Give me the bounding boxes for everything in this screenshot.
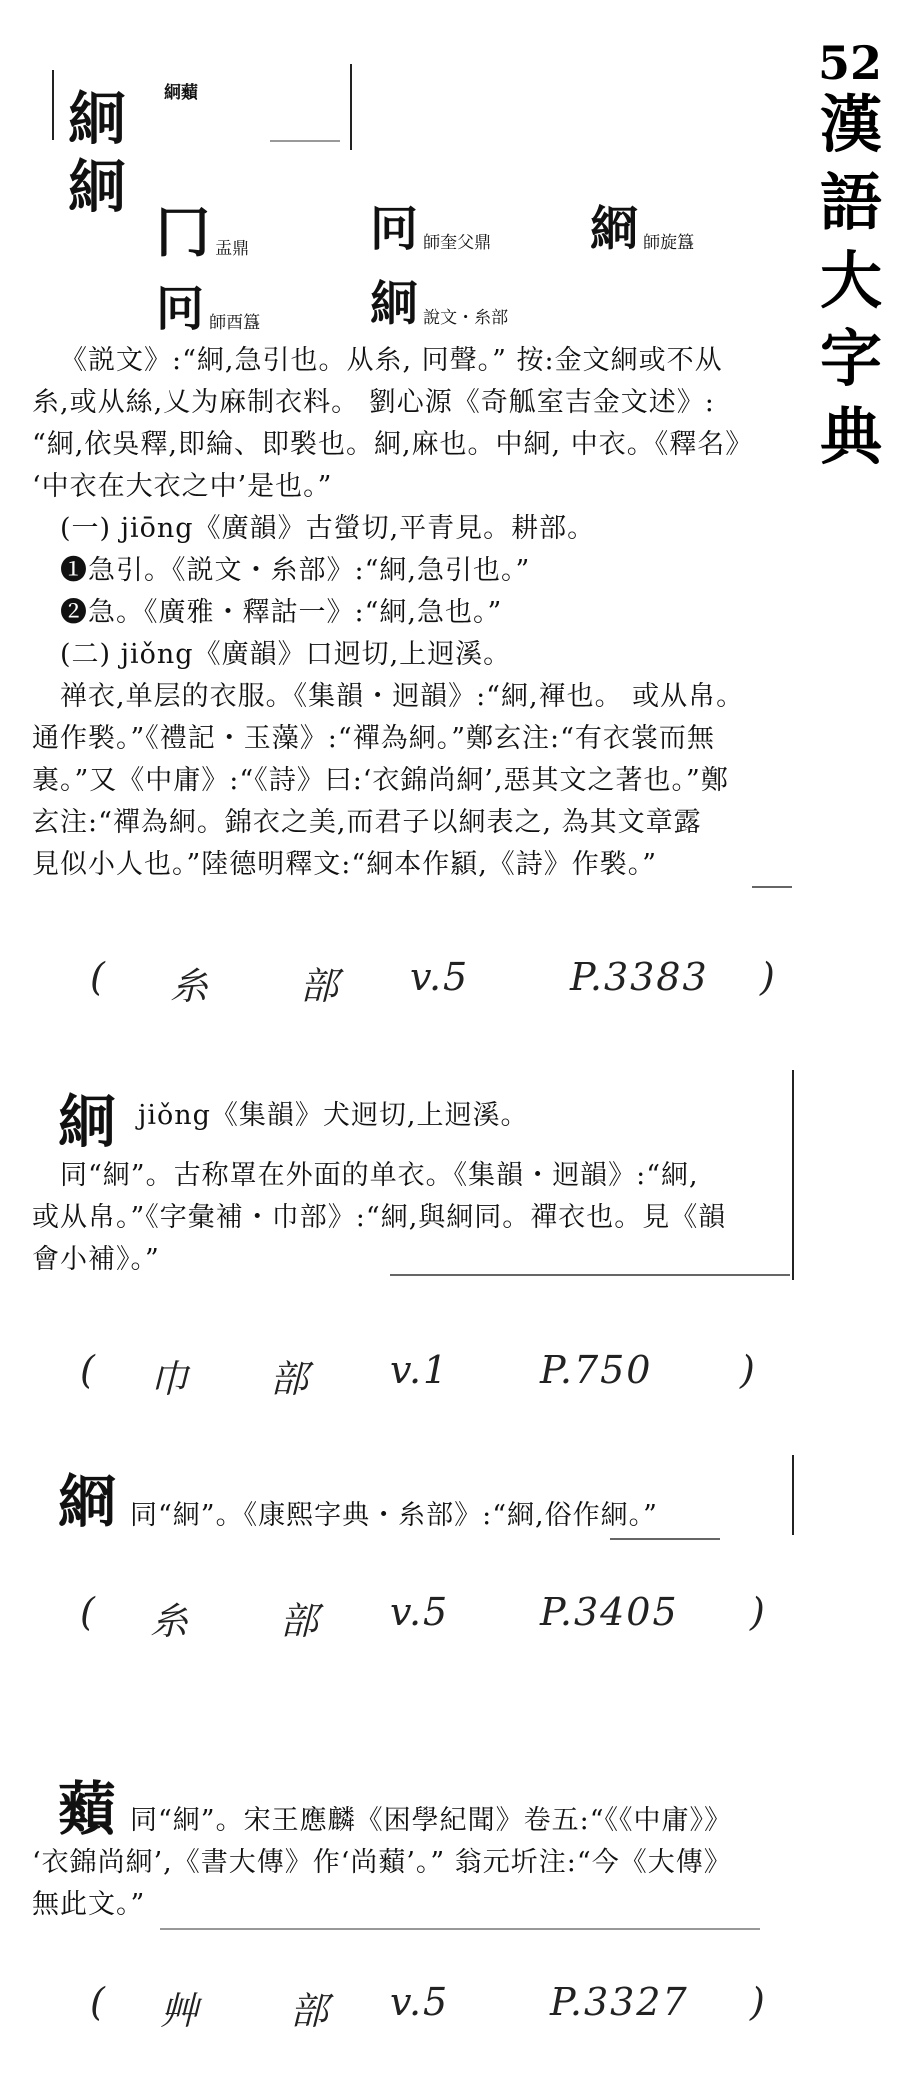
entry-head-char: 絅	[68, 85, 127, 153]
hand-paren: (	[90, 1980, 107, 2024]
text-line: 無此文。”	[32, 1889, 146, 1920]
page-number: 52	[818, 36, 883, 90]
hand-volume: v.5	[390, 1590, 450, 1634]
entry-body	[32, 1155, 792, 1281]
hand-paren: (	[80, 1348, 97, 1392]
bronze-form-label: 師旋簋	[643, 233, 695, 253]
bronze-form-glyph: 綗	[590, 201, 639, 257]
hand-page: P.750	[540, 1348, 653, 1392]
hand-bu: 部	[290, 1989, 331, 2033]
entry-body: 同“絅”。《康熙字典・糸部》:“綗,俗作絅。”	[130, 1500, 658, 1531]
bronze-form-glyph: 冋	[156, 281, 205, 337]
text-line: ❷急。《廣雅・釋詁一》:“絅,急也。”	[60, 597, 503, 628]
hand-paren: )	[740, 1348, 757, 1392]
seal-script-char: 絅	[68, 153, 127, 221]
entry-head-char: 絅	[58, 1088, 117, 1156]
text-line: 糸,或从絲,乂为麻制衣料。 劉心源《奇觚室吉金文述》:	[32, 387, 715, 418]
book-title	[815, 86, 887, 476]
text-line: 或从帛。”《字彙補・巾部》:“絅,與絅同。禪衣也。見《韻	[32, 1202, 727, 1233]
hand-paren: )	[750, 1980, 767, 2024]
book-title-char: 大	[819, 244, 882, 317]
hand-bu: 部	[270, 1357, 311, 1401]
hand-volume: v.5	[410, 955, 470, 999]
text-line: (一) jiōng《廣韻》古螢切,平青見。耕部。	[60, 513, 596, 544]
entry-head-char: 綗	[58, 1468, 117, 1536]
text-line: 通作褧。”《禮記・玉藻》:“禪為絅。”鄭玄注:“有衣裳而無	[32, 723, 715, 754]
bronze-form-label: 師酉簋	[209, 313, 261, 333]
hand-radical: 艸	[160, 1989, 201, 2033]
hand-paren: )	[760, 955, 777, 999]
hand-paren: )	[750, 1590, 767, 1634]
seal-form	[370, 265, 508, 334]
text-line: 同“絅”。宋王應麟《困學紀聞》卷五:“《《中庸》》	[130, 1805, 733, 1836]
text-line: 會小補》。”	[32, 1244, 160, 1275]
hand-radical: 糸	[170, 964, 211, 1008]
text-line: (二) jiǒng《廣韻》口迥切,上迥溪。	[60, 639, 512, 670]
text-line: 《説文》:“絅,急引也。从糸, 冋聲。” 按:金文絅或不从	[60, 345, 723, 376]
text-line: 見似小人也。”陸德明釋文:“絅本作顈,《詩》作褧。”	[32, 849, 658, 880]
bronze-form	[590, 190, 694, 259]
text-line: 禅衣,单层的衣服。《集韻・迥韻》:“絅,褌也。 或从帛。	[60, 681, 745, 712]
text-line: 玄注:“禪為絅。錦衣之美,而君子以絅表之, 為其文章露	[32, 807, 702, 838]
bronze-form	[370, 190, 491, 259]
hand-bu: 部	[300, 964, 341, 1008]
text-line: “絅,依吳釋,即綸、即褧也。絅,麻也。中絅, 中衣。《釋名》	[32, 429, 754, 460]
bronze-form-glyph: 冂	[156, 200, 210, 264]
hand-volume: v.1	[390, 1348, 450, 1392]
book-title-char: 典	[819, 400, 882, 473]
seal-form-glyph: 絅	[370, 276, 419, 332]
entry-body	[32, 340, 812, 886]
variant-forms-label: 絅蘱	[164, 83, 198, 103]
text-line: ❶急引。《説文・糸部》:“絅,急引也。”	[60, 555, 531, 586]
bronze-form-glyph: 冋	[370, 201, 419, 257]
text-line: ‘衣錦尚絅’,《書大傳》作‘尚蘱’。” 翁元圻注:“今《大傳》	[32, 1847, 732, 1878]
entry-first-line: jiǒng《集韻》犬迥切,上迥溪。	[138, 1100, 529, 1131]
hand-paren: (	[80, 1590, 97, 1634]
text-line: 裏。”又《中庸》:“《詩》曰:‘衣錦尚絅’,惡其文之著也。”鄭	[32, 765, 729, 796]
hand-bu: 部	[280, 1599, 321, 1643]
book-title-char: 字	[819, 322, 882, 395]
hand-radical: 糸	[150, 1599, 191, 1643]
book-title-char: 漢	[819, 88, 882, 161]
hand-page: P.3383	[570, 955, 709, 999]
entry-body	[32, 1800, 812, 1926]
hand-page: P.3405	[540, 1590, 679, 1634]
bronze-form-label: 盂鼎	[215, 239, 250, 259]
book-title-char: 語	[819, 166, 882, 239]
entry-head-char: 蘱	[58, 1775, 117, 1843]
bronze-form-label: 師奎父鼎	[423, 233, 492, 253]
hand-page: P.3327	[550, 1980, 689, 2024]
hand-volume: v.5	[390, 1980, 450, 2024]
text-line: 同“絅”。古称罩在外面的单衣。《集韻・迥韻》:“絅,	[60, 1160, 699, 1191]
hand-radical: 巾	[150, 1357, 191, 1401]
hand-paren: (	[90, 955, 107, 999]
bronze-form	[156, 190, 249, 267]
text-line: ‘中衣在大衣之中’是也。”	[32, 471, 333, 502]
seal-form-label: 說文・糸部	[423, 308, 509, 328]
bronze-form	[156, 270, 260, 339]
